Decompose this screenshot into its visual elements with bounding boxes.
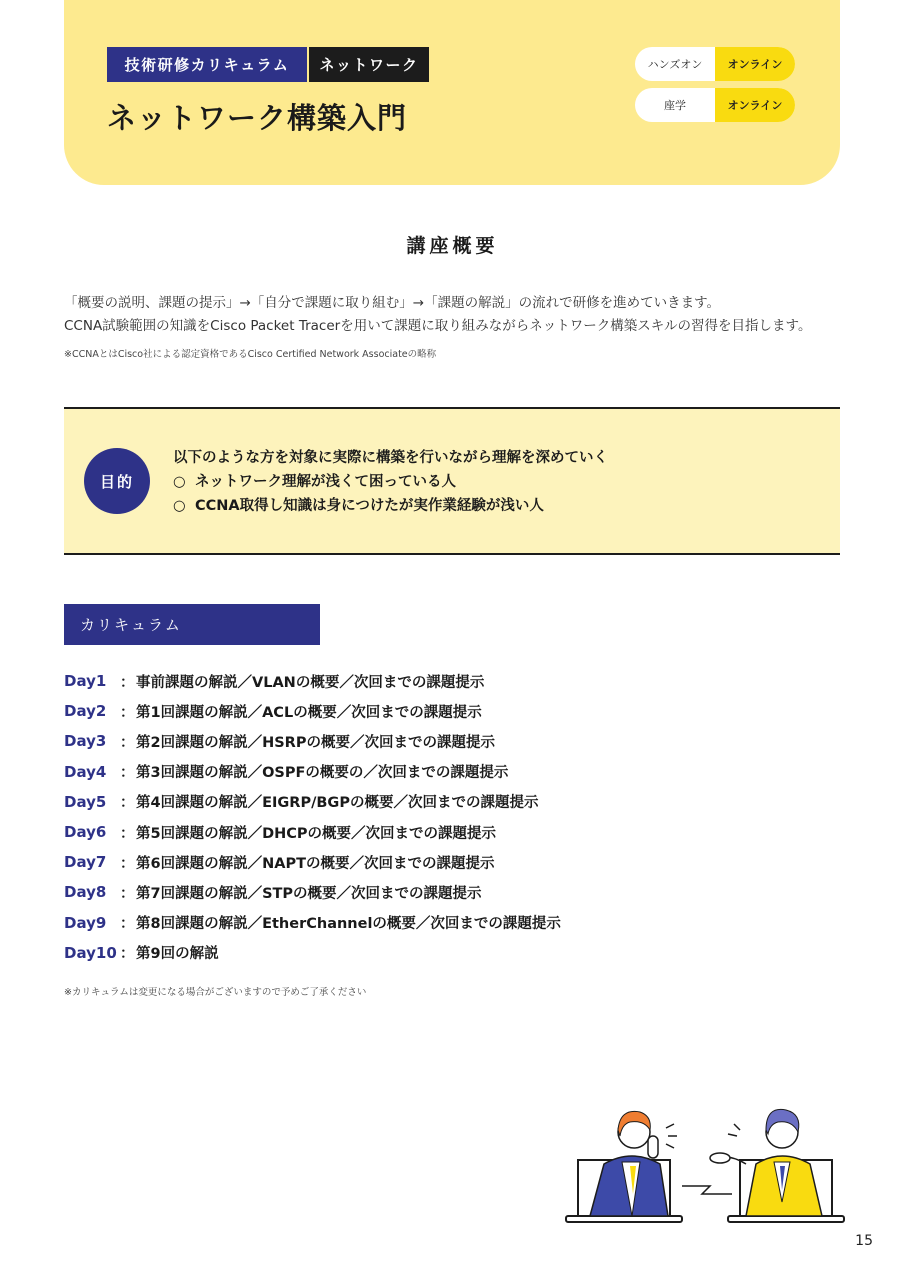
day-label: Day2 [64, 702, 107, 721]
overview-heading: 講座概要 [406, 235, 499, 257]
day-label: Day10 [64, 943, 117, 962]
overview-line: 「概要の説明、課題の提示」→「自分で課題に取り組む」→「課題の解説」の流れで研修を進めていきます。 [64, 295, 721, 311]
purpose-item: ネットワーク理解が浅くて困っている人 [195, 474, 456, 490]
circle-bullet-icon: ○ [173, 474, 186, 490]
purpose-text [173, 446, 608, 518]
curriculum-row [64, 757, 561, 787]
day-label: Day8 [64, 883, 107, 902]
circle-bullet-icon: ○ [173, 498, 186, 514]
format-pill-lecture [635, 88, 795, 122]
curriculum-row [64, 696, 561, 726]
format-pill-handson [635, 47, 795, 81]
day-label: Day3 [64, 732, 107, 751]
day-content: 第1回課題の解説／ACLの概要／次回までの課題提示 [136, 704, 482, 721]
day-colon: ： [120, 795, 135, 812]
curriculum-row [64, 787, 561, 817]
curriculum-row [64, 877, 561, 907]
person-right-icon [710, 1109, 822, 1216]
day-label: Day4 [64, 762, 107, 781]
day-colon: ： [120, 946, 135, 963]
day-colon: ： [120, 885, 135, 902]
curriculum-row [64, 847, 561, 877]
format-label: ハンズオン [647, 58, 703, 71]
day-colon: ： [120, 704, 135, 721]
category-label: 技術研修カリキュラム [107, 47, 307, 82]
day-colon: ： [120, 855, 135, 872]
day-label: Day7 [64, 853, 107, 872]
day-content: 事前課題の解説／VLANの概要／次回までの課題提示 [136, 674, 485, 691]
day-label: Day5 [64, 792, 107, 811]
purpose-badge: 目的 [84, 448, 150, 514]
day-content: 第6回課題の解説／NAPTの概要／次回までの課題提示 [136, 855, 495, 872]
curriculum-row [64, 666, 561, 696]
day-content: 第2回課題の解説／HSRPの概要／次回までの課題提示 [136, 734, 495, 751]
format-value: オンライン [715, 47, 795, 81]
day-content: 第9回の解説 [136, 946, 219, 963]
subcategory-label: ネットワーク [309, 47, 429, 82]
curriculum-list [64, 666, 561, 968]
curriculum-row [64, 938, 561, 968]
day-colon: ： [120, 765, 135, 782]
curriculum-row [64, 817, 561, 847]
day-content: 第7回課題の解説／STPの概要／次回までの課題提示 [136, 885, 482, 902]
day-colon: ： [120, 734, 135, 751]
day-colon: ： [120, 916, 135, 933]
online-meeting-illustration [560, 1090, 850, 1230]
page-number: 15 [855, 1233, 873, 1249]
purpose-lead: 以下のような方を対象に実際に構築を行いながら理解を深めていく [173, 450, 608, 466]
day-content: 第3回課題の解説／OSPFの概要の／次回までの課題提示 [136, 765, 509, 782]
curriculum-row [64, 726, 561, 756]
curriculum-heading: カリキュラム [64, 604, 320, 645]
purpose-bullet [173, 494, 608, 518]
day-label: Day6 [64, 823, 107, 842]
day-label: Day9 [64, 913, 107, 932]
day-label: Day1 [64, 672, 107, 691]
category-tag [107, 47, 429, 82]
purpose-item: CCNA取得し知識は身につけたが実作業経験が浅い人 [195, 498, 544, 514]
day-colon: ： [120, 674, 135, 691]
curriculum-row [64, 908, 561, 938]
format-label: 座学 [664, 99, 686, 112]
ccna-note: ※CCNAとはCisco社による認定資格であるCisco Certified Network Associateの略称 [64, 349, 437, 360]
day-content: 第5回課題の解説／DHCPの概要／次回までの課題提示 [136, 825, 497, 842]
curriculum-note: ※カリキュラムは変更になる場合がございますので予めご了承ください [64, 987, 367, 998]
overview-line: CCNA試験範囲の知識をCisco Packet Tracerを用いて課題に取り組みながらネットワーク構築スキルの習得を目指します。 [64, 318, 812, 334]
purpose-bullet [173, 470, 608, 494]
day-content: 第4回課題の解説／EIGRP/BGPの概要／次回までの課題提示 [136, 795, 539, 812]
overview-text [64, 292, 854, 338]
day-content: 第8回課題の解説／EtherChannelの概要／次回までの課題提示 [136, 916, 561, 933]
day-colon: ： [120, 825, 135, 842]
page-title: ネットワーク構築入門 [107, 101, 408, 135]
format-value: オンライン [715, 88, 795, 122]
